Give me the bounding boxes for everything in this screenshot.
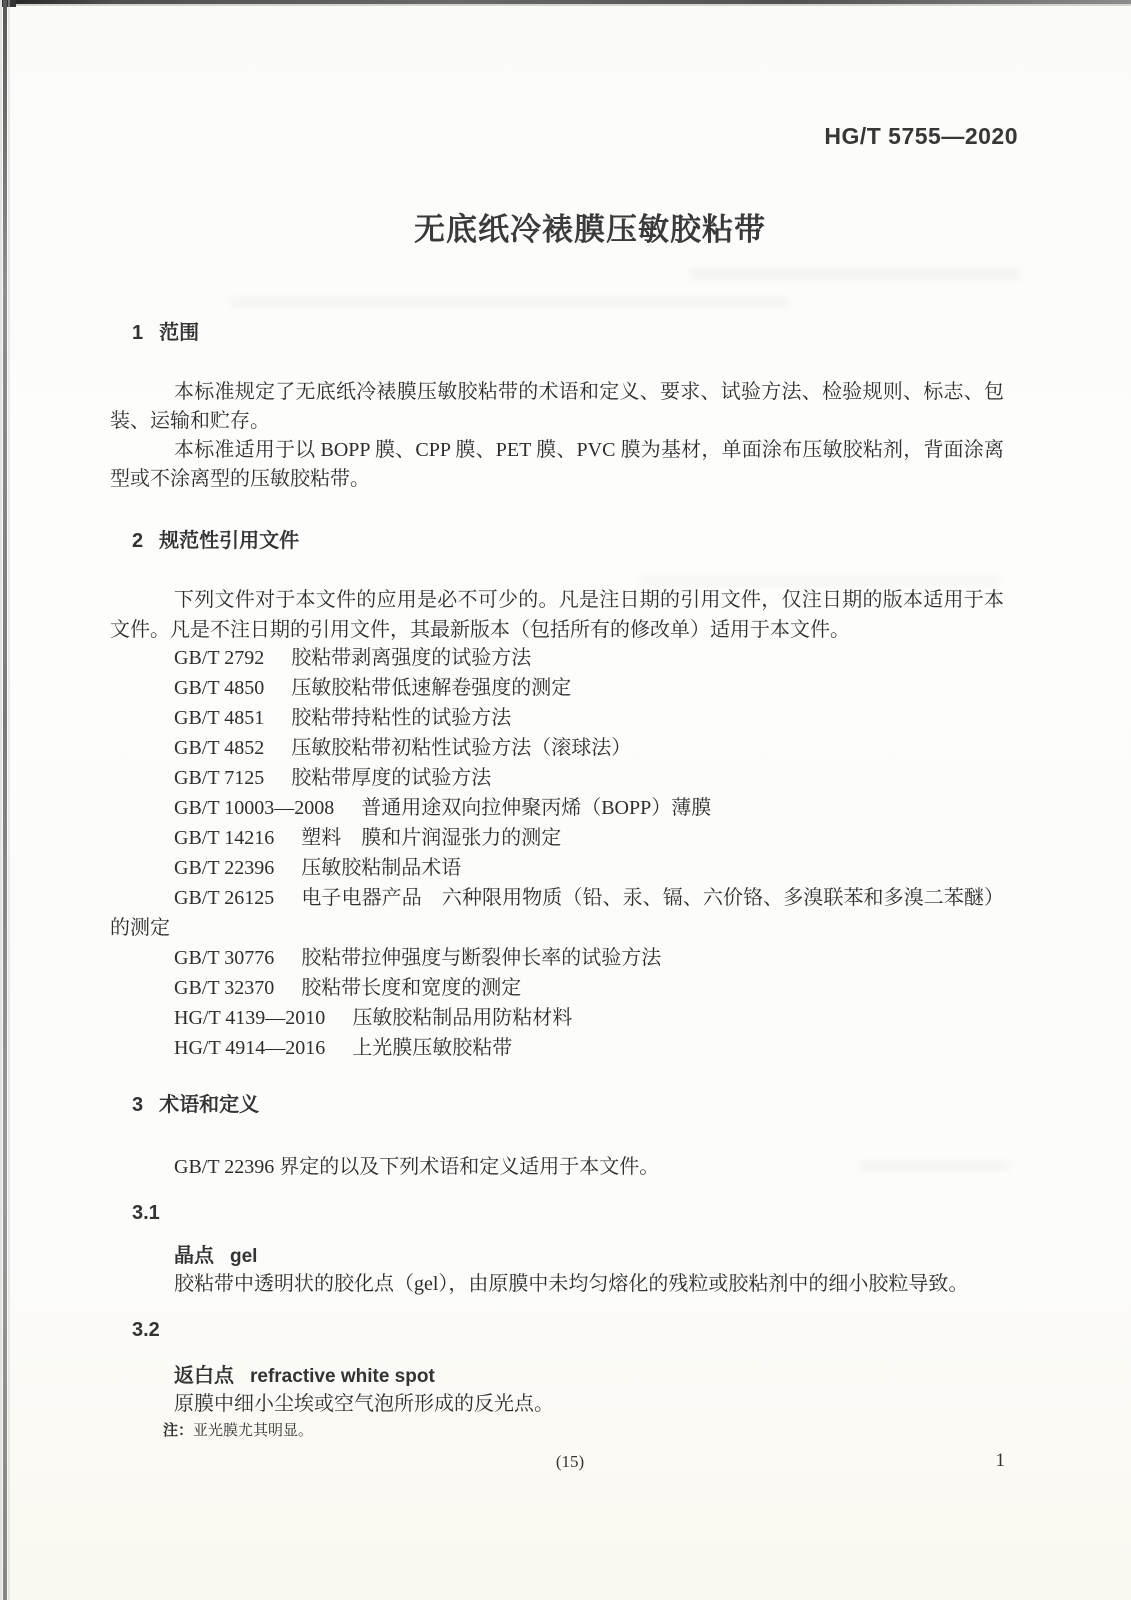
term-1-name — [174, 1244, 257, 1269]
term-2-name-en: refractive white spot — [250, 1366, 435, 1387]
section-3-number: 3 — [132, 1094, 144, 1116]
reference-code: GB/T 26125 — [174, 887, 275, 909]
reference-title: 胶粘带长度和宽度的测定 — [301, 977, 522, 999]
reference-item — [110, 733, 1004, 763]
reference-item — [110, 943, 1004, 973]
scan-edge-left-outer — [0, 0, 2, 1600]
term-1-name-en: gel — [230, 1246, 258, 1267]
reference-code: GB/T 22396 — [174, 857, 275, 879]
section-1-heading — [132, 321, 199, 345]
reference-item — [110, 853, 1004, 883]
reference-title: 上光膜压敏胶粘带 — [352, 1037, 513, 1059]
term-1-name-zh: 晶点 — [174, 1245, 214, 1267]
reference-item — [110, 973, 1004, 1003]
reference-item — [110, 703, 1004, 733]
term-2-note — [163, 1421, 313, 1441]
reference-title: 胶粘带拉伸强度与断裂伸长率的试验方法 — [301, 947, 662, 969]
reference-title: 压敏胶粘带低速解卷强度的测定 — [291, 677, 572, 699]
reference-code: GB/T 10003—2008 — [174, 797, 335, 819]
reference-code: GB/T 30776 — [174, 947, 275, 969]
reference-title: 胶粘带剥离强度的试验方法 — [291, 647, 532, 669]
term-2-number: 3.2 — [132, 1319, 160, 1341]
reference-title: 塑料 膜和片润湿张力的测定 — [301, 827, 562, 849]
scope-paragraph-2: 本标准适用于以 BOPP 膜、CPP 膜、PET 膜、PVC 膜为基材，单面涂布压敏胶粘剂，背面涂离型或不涂离型的压敏胶粘带。 — [110, 439, 1004, 490]
term-1-definition: 胶粘带中透明状的胶化点（gel），由原膜中未均匀熔化的残粒或胶粘剂中的细小胶粒导致。 — [174, 1273, 969, 1295]
reference-item — [110, 793, 1004, 823]
references-intro: 下列文件对于本文件的应用是必不可少的。凡是注日期的引用文件，仅注日期的版本适用于本文件。凡是不注日期的引用文件，其最新版本（包括所有的修改单）适用于本文件。 — [110, 589, 1004, 641]
term-1-number: 3.1 — [132, 1202, 160, 1224]
section-2-label: 规范性引用文件 — [159, 530, 300, 552]
scan-edge-top-shadow — [0, 4, 1131, 6]
term-2-name-zh: 返白点 — [174, 1365, 234, 1387]
term-2-name — [174, 1364, 435, 1389]
reference-title: 普通用途双向拉伸聚丙烯（BOPP）薄膜 — [361, 797, 712, 819]
reference-item — [110, 1033, 1004, 1063]
section-2-heading — [132, 529, 299, 553]
section-3-heading — [132, 1093, 259, 1117]
reference-code: GB/T 4851 — [174, 707, 265, 729]
reference-title: 压敏胶粘制品术语 — [301, 857, 462, 879]
reference-code: GB/T 4852 — [174, 737, 265, 759]
scan-edge-left-inner — [8, 0, 10, 1600]
reference-code: GB/T 4850 — [174, 677, 265, 699]
reference-code: GB/T 14216 — [174, 827, 275, 849]
section-1-label: 范围 — [159, 322, 200, 344]
reference-item — [110, 643, 1004, 673]
bleed-through-ghosting — [230, 296, 790, 308]
reference-item — [110, 763, 1004, 793]
reference-list — [110, 643, 1004, 1063]
note-text: 亚光膜尤其明显。 — [193, 1423, 314, 1439]
reference-title: 电子电器产品 六种限用物质（铅、汞、镉、六价铬、多溴联苯和多溴二苯醚）的测定 — [110, 887, 1004, 939]
page-number: 1 — [995, 1450, 1005, 1471]
reference-title: 胶粘带持粘性的试验方法 — [291, 707, 512, 729]
reference-item — [110, 823, 1004, 853]
reference-item — [110, 883, 1004, 943]
terms-intro: GB/T 22396 界定的以及下列术语和定义适用于本文件。 — [174, 1156, 660, 1178]
footer-center-number: (15) — [555, 1452, 585, 1471]
term-2-definition: 原膜中细小尘埃或空气泡所形成的反光点。 — [174, 1393, 554, 1415]
bleed-through-ghosting — [690, 268, 1020, 281]
document-title: 无底纸冷裱膜压敏胶粘带 — [414, 212, 766, 247]
reference-code: GB/T 32370 — [174, 977, 275, 999]
scan-edge-left — [3, 0, 7, 1600]
reference-code: GB/T 2792 — [174, 647, 265, 669]
reference-code: HG/T 4914—2016 — [174, 1037, 326, 1059]
reference-code: HG/T 4139—2010 — [174, 1007, 326, 1029]
reference-item — [110, 673, 1004, 703]
scope-paragraph-1: 本标准规定了无底纸冷裱膜压敏胶粘带的术语和定义、要求、试验方法、检验规则、标志、包装、运输和贮存。 — [110, 381, 1004, 432]
reference-item — [110, 1003, 1004, 1033]
section-1-number: 1 — [132, 322, 144, 344]
reference-title: 压敏胶粘制品用防粘材料 — [352, 1007, 573, 1029]
reference-code: GB/T 7125 — [174, 767, 265, 789]
standard-number: HG/T 5755—2020 — [824, 123, 1018, 149]
section-3-label: 术语和定义 — [159, 1094, 260, 1116]
note-label: 注： — [163, 1422, 194, 1439]
section-2-number: 2 — [132, 530, 144, 552]
reference-title: 胶粘带厚度的试验方法 — [291, 767, 492, 789]
reference-title: 压敏胶粘带初粘性试验方法（滚球法） — [291, 737, 632, 759]
